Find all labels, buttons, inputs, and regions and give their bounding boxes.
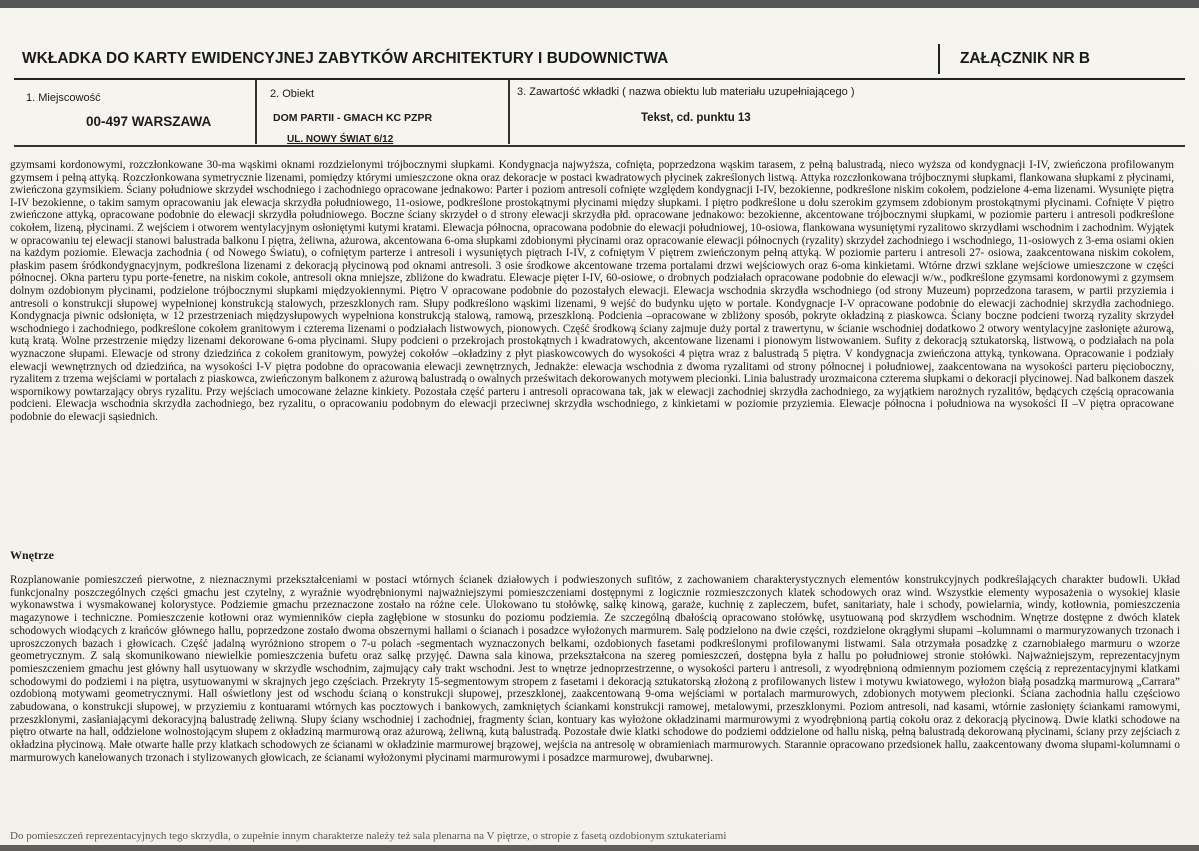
- object-value: DOM PARTII - GMACH KC PZPR: [273, 112, 433, 124]
- fields-rule: [14, 145, 1185, 147]
- attachment-label: ZAŁĄCZNIK NR B: [960, 50, 1090, 67]
- contents-value: Tekst, cd. punktu 13: [641, 112, 751, 124]
- field-divider-1: [255, 80, 257, 144]
- header-divider: [938, 44, 940, 74]
- document-title: WKŁADKA DO KARTY EWIDENCYJNEJ ZABYTKÓW ARCHITEKTURY I BUDOWNICTWA: [22, 50, 669, 67]
- object-label: 2. Obiekt: [270, 88, 315, 100]
- object-address: UL. NOWY ŚWIAT 6/12: [287, 134, 394, 145]
- interior-description-text: Rozplanowanie pomieszczeń pierwotne, z nieznacznymi przekształceniami w postaci wtórnych ścianek działowych i podwieszonych sufitów, z zachowaniem charakterystycznych elementów konstrukcyjnych podkreślających charakter budowli. Układ funkcjonalny poszczególnych części gmachu jest czytelny, z wyraźnie wyodrębnionymi najważniejszymi pomieszczeniami dostępnymi z logicznie rozmieszczonych klatek schodowych oraz wind. Wszystkie elementy wyposażenia o wysokiej klasie wykonawstwa i wysmakowanej kolorystyce. Podziemie gmachu przeznaczone zostało na różne cele. Ulokowano tu stołówkę, salkę kinową, garaże, kuchnię z zapleczem, bufet, sanitariaty, hale i schody, powielarnia, windy, kotłownia, pomieszczenia magazynowe i techniczne. Pomieszczenie kotłowni oraz wymienników ciepła zagłębione w stosunku do poziomu podziemia. Ze szczególną dbałością opracowano stołówkę, usytuowaną pod skrzydłem wschodnim. Wnętrze dostępne z dwóch klatek schodowych wiodących z krańców głównego hallu, poprzedzone zostało dwoma obszernymi hallami o ścianach i posadzce wyłożonych marmurem. Salę podzielono na dwie części, rozdzielone okrągłymi słupami –kolumnami o marmuryzowanych trzonach i uproszczonych bazach i głowicach. Część jadalną wyróżniono stropem o 7-u polach -segmentach wyznaczonych belkami, ozdobionych fasetami podkreślonymi profilowanymi listwami. Sala otrzymała posadzkę z czarnobiałego marmuru o wzorze geometrycznym. Z salą skomunikowano niewielkie pomieszczenia bufetu oraz salkę przyjęć. Dawna sala kinowa, przekształcona na szereg pomieszczeń, dostępna była z hallu po południowej stronie stołówki. Najważniejszym, reprezentacyjnym pomieszczeniem gmachu jest główny hall usytuowany w skrzydle wschodnim, zajmujący cały trakt wschodni. Jest to wnętrze jednoprzestrzenne, o wysokości parteru i antresoli, z wyodrębnioną odmiennym poziomem częścią z reprezentacyjnymi klatkami schodowymi do podziemi i na piętra, usytuowanymi w skrajnych jego częściach. Przekryty 15-segmentowym stropem z fasetami i dekoracją sztukatorską złożoną z profilowanych listew i motywu kwiatowego, wyłożon białą posadzką marmurową „Carrara” ozdobioną motywami geometrycznymi. Hall oświetlony jest od wschodu ścianą o konstrukcji słupowej, przeszklonej, zaakcentowaną 9-oma wejściami w portalach marmurowych, zdobionych motywem plecionki. Ściana zachodnia hallu częściowo zabudowana, o konstrukcji słupowej, w przyziemiu z kontuarami wtórnych kas pocztowych i bankowych, zamkniętych ściankami konstrukcji ramowej, metalowymi, przeszklonymi. Poziom antresoli, nad kasami, wtórnie zasłonięty ściankami ramowymi, przeszklonymi, zasłaniającymi dekoracyjną balustradę żeliwną. Słupy ściany wschodniej i zachodniej, fragmenty ścian, kontuary kas wyłożone okładzinami marmurowymi z wyodrębnioną partią cokołu oraz z dekoracją płycinową. Dwie klatki schodowe na piętro otwarte na hall, oddzielone wolnostojącym słupem z okładziną marmurową oraz ażurową, żeliwną, kutą balustradą. Pozostałe dwie klatki schodowe do podziemi oddzielone od hallu niską, pełną balustradą dekorowaną płycinami, ściany przy zejściach z okładzina płycinową. Małe otwarte halle przy klatkach schodowych ze ścianami w okładzinie marmurowej brązowej, wejścia na antresolę w obramieniach marmurowych. Starannie opracowano przedsionek hallu, zaakcentowany dwoma słupami-kolumnami o marmurowych kanelowanych trzonach i stylizowanych głowicach, ze ścianami wyłożonymi płycinami marmurowymi i posadzce marmurowej, dwubarwnej.: [10, 574, 1180, 764]
- section-heading-interior: Wnętrze: [10, 548, 54, 562]
- header-rule: [14, 78, 1185, 80]
- continuation-line: Do pomieszczeń reprezentacyjnych tego skrzydła, o zupełnie innym charakterze należy też sala plenarna na V piętrze, o stropie z fasetą ozdobionym sztukateriami: [10, 830, 727, 842]
- locality-label: 1. Miejscowość: [26, 92, 101, 104]
- contents-label: 3. Zawartość wkładki ( nazwa obiektu lub materiału uzupełniającego ): [517, 86, 855, 98]
- description-text: gzymsami kordonowymi, rozczłonkowane 30-ma wąskimi oknami rozdzielonymi trójbocznymi słupkami. Kondygnacja najwyższa, cofnięta, poprzedzona wąskim tarasem, z pełną balustradą, nieco wyższa od kondygnacji I-IV, zwieńczona profilowanym gzymsem i pełną attyką. Rozczłonkowana symetrycznie lizenami, pomiędzy którymi umieszczone okna oraz dekoracje w postaci kwadratowych płycinek zakreślonych listwą. Attyka rozczłonkowana trójbocznymi słupkami, flankowana słupkami z płycinami, zwieńczona gzymsikiem. Ściany południowe skrzydeł wschodniego i zachodniego opracowane jednakowo: Parter i poziom antresoli cofnięte względem kondygnacji I-IV, bezokienne, podkreślone niskim cokołem, podzielone 4-ema lizenami. Wysunięte piętra I-IV bezokienne, o takim samym opracowaniu jak elewacja skrzydła południowego, 11-osiowe, podkreślone prostokątnymi płycinami między słupkami. I piętro podkreślone u dołu szerokim gzymsem zdobionym prostokątnymi płycinami. Cofnięte V piętro zwieńczone attyką, opracowane podobnie do elewacji skrzydła południowego. Boczne ściany skrzydeł o d strony elewacji skrzydła płd. opracowane jednakowo: bezokienne, akcentowane trójbocznymi słupkami, w poziomie parteru i antresoli podkreślone cokołem, lizeną, płycinami. Z wejściem i otworem wentylacyjnym osłoniętymi kutymi kratami. Elewacja północna, opracowana podobnie do elewacji południowej, 10-osiowa, flankowana wysuniętymi ryzalitowo skrzydłami wschodnim i zachodnim. Wyjątek w opracowaniu tej elewacji stanowi balustrada balkonu I piętra, żeliwna, ażurowa, akcentowana 6-oma słupkami zdobionymi płycinami oraz opracowanie elewacji północnych (ryzality) skrzydeł zachodniego i wschodniego, 11-osiowych z 3-ema osiami okien na każdym poziomie. Elewacja zachodnia ( od Nowego Światu), o cofniętym parterze i antresoli i wysuniętych piętrach I-IV, z cofniętym V piętrem zwieńczonym pełną attyką. W poziomie parteru i antresoli 27- osiowa, zaakcentowana niskim cokołem, płaskim pasem śródkondygnacyjnym, podkreślona lizenami z dekoracją płycinową pod oknami antresoli. 3 osie środkowe akcentowane trzema portalami drzwi wejściowych oraz 6-oma kinkietami. Wtórne drzwi szklane wejściowe umieszczone w części północnej. Okna parteru typu porte-fenetre, na niskim cokole, antresoli okna mniejsze, zbliżone do kwadratu. Elewacje pięter I-IV, 60-osiowe, o drobnych podziałach opracowane podobnie do elewacji w/w., podkreślone gzymsami kordonowymi z gzymsem dolnym ozdobionym płycinami, podzielone trójbocznymi słupkami międzyokiennymi. Piętro V opracowane podobnie do pozostałych elewacji. Elewacja wschodnia skrzydła wschodniego (od strony Muzeum) poprzedzona tarasem, w partii przyziemia i antresoli o konstrukcji słupowej wypełnionej konstrukcją stalowych, przeszklonych ram. Słupy podkreślono wąskimi lizenami, 9 wejść do budynku ujęto w portale. Kondygnacje I-V opracowane podobnie do elewacji zachodniej skrzydła zachodniego. Kondygnacja piwnic odsłonięta, w 12 przestrzeniach międzysłupowych wypełniona konstrukcją stalową, ramową, przeszkloną. Podcienia –opracowane w zbliżony sposób, pokryte okładziną z piaskowca. Ściany boczne podcieni tworzą ryzality skrzydeł wschodniego i zachodniego, podkreślone cokołem granitowym i czterema lizenami o podziałach listwowych, pionowych. Część środkową ściany zajmuje duży portal z trawertynu, w ścianie wschodniej dodatkowo 2 otwory wentylacyjne zasłonięte ażurową, kutą kratą. Wolne przestrzenie między lizenami dekorowane 6-oma płycinami. Słupy podcieni o przekrojach prostokątnych i kwadratowych, akcentowane lizenami i pionowym listwowaniem. Sufity z dekoracją sztukatorską, listwową, o podziałach na pola wyznaczone słupami. Elewacje od strony dziedzińca z cokołem granitowym, powyżej cokołów –okładziny z płyt piaskowcowych do wysokości 4 piętra wraz z balustradą 5 piętra. V kondygnacja zwieńczona attyką, tynkowana. Opracowanie i podziały elewacji wewnętrznych od dziedzińca, na wysokości I-V piętra podobne do opracowania elewacji zewnętrznych, Jednakże: elewacja wschodnia z dwoma ryzalitami od strony północnej i południowej, zaakcentowana na wysokości parteru pięcioboczny, ryzalitem z trzema wejściami w portalach z piaskowca, zwieńczonym balkonem z ażurową balustradą o owalnych prześwitach dekorowanych motywem plecionki. Linia balustrady urozmaicona czterema słupkami o dekoracji płycinowej. Nad balkonem daszek wspornikowy powtarzający obrys ryzalitu. Przy wejściach umocowane żelazne kinkiety. Pozostała część parteru i antresoli opracowana tak, jak w elewacji zachodniej skrzydła zachodniego, za wyjątkiem narożnych ryzalitów, będących częścią opracowania podcieni. Elewacja wschodnia skrzydła zachodniego, bez ryzalitu, o opracowaniu podobnym do elewacji przeciwnej skrzydła wschodniego, z kinkietami w poziomie przyziemia. Elewacje północna i południowa na wysokości II –V piętra opracowane podobnie do elewacji sąsiednich.: [10, 159, 1174, 423]
- locality-value: 00-497 WARSZAWA: [86, 114, 212, 129]
- field-divider-2: [508, 80, 510, 144]
